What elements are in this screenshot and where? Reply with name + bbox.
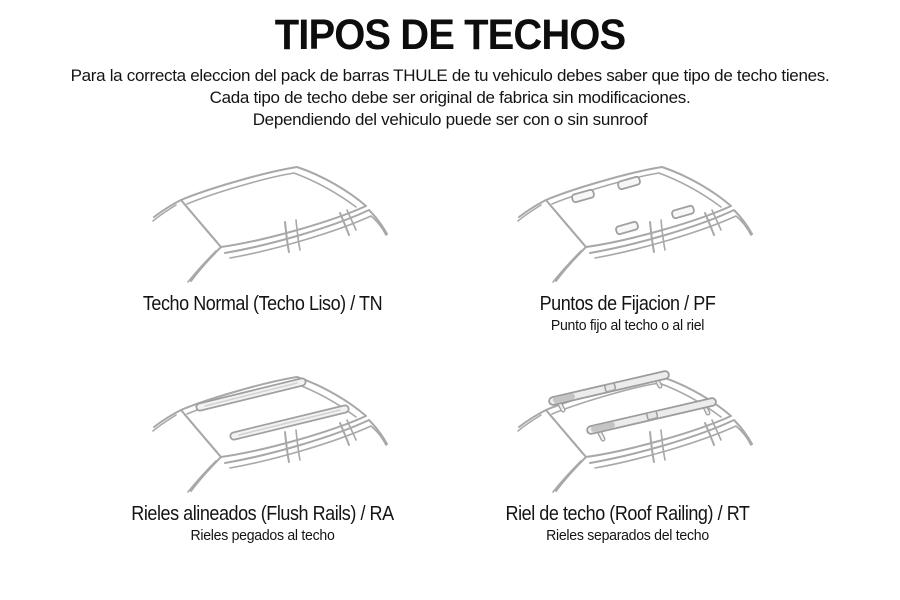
roof-type-sublabel-tn: [91, 316, 434, 335]
raised-roof-railing: [553, 375, 712, 439]
roof-type-card-tn: [80, 149, 445, 335]
roof-type-sublabel-rt: Rieles separados del techo: [546, 527, 709, 544]
plain-roof-illustration: [103, 149, 423, 289]
roof-type-sublabel-pf: Punto fijo al techo o al riel: [550, 317, 705, 334]
car-roof-line-art: [153, 167, 387, 282]
roof-type-label-ra: Rieles alineados (Flush Rails) / RA: [131, 503, 394, 525]
intro-line: Cada tipo de techo debe ser original de fabrica sin modificaciones.: [209, 88, 691, 107]
raised-railing-roof-illustration: [468, 359, 788, 499]
flush-rails: [200, 382, 345, 436]
roof-type-card-pf: [445, 149, 810, 335]
page-title: TIPOS DE TECHOS: [274, 11, 626, 59]
roof-type-label-pf: Puntos de Fijacion / PF: [539, 293, 716, 315]
flush-rails-roof-illustration: [103, 359, 423, 499]
intro-paragraph: [0, 65, 900, 131]
roof-type-label-rt: Riel de techo (Roof Railing) / RT: [505, 503, 750, 525]
roof-type-sublabel-ra: Rieles pegados al techo: [190, 527, 335, 544]
intro-line: Para la correcta eleccion del pack de barras THULE de tu vehiculo debes saber que tipo de techo tienes.: [70, 66, 830, 85]
intro-line: Dependiendo del vehiculo puede ser con o sin sunroof: [252, 110, 648, 129]
roof-type-card-rt: [445, 359, 810, 545]
fixpoint-roof-illustration: [468, 149, 788, 289]
roof-types-grid: [80, 149, 900, 545]
roof-type-label-tn: Techo Normal (Techo Liso) / TN: [142, 293, 383, 315]
roof-type-card-ra: [80, 359, 445, 545]
car-roof-line-art: [518, 377, 752, 492]
